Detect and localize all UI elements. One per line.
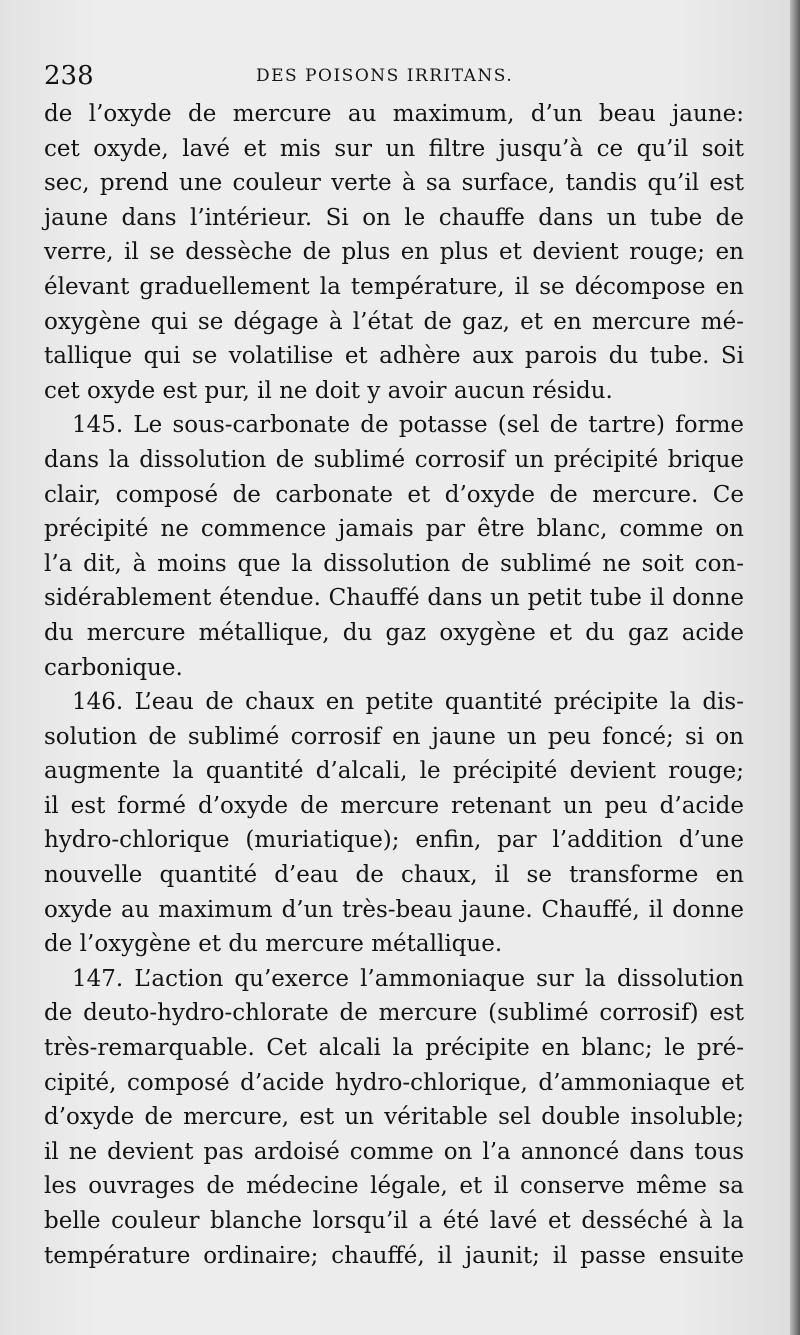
text-line: carbonique. <box>44 654 183 681</box>
text-line: augmente la quantité d’alcali, le précipité devient rouge; <box>44 758 744 785</box>
paragraph-147-start: 147. L’action qu’exerce l’ammoniaque sur la dissolution <box>72 965 744 992</box>
text-line: les ouvrages de médecine légale, et il conserve même sa <box>44 1173 744 1200</box>
running-head: DES POISONS IRRITANS. <box>256 66 514 86</box>
page-number: 238 <box>44 61 94 91</box>
text-line: température ordinaire; chauffé, il jaunit; il passe ensuite <box>44 1242 744 1269</box>
text-line: solution de sublimé corrosif en jaune un peu foncé; si on <box>44 723 744 750</box>
text-line: hydro-chlorique (muriatique); enfin, par l’addition d’une <box>44 827 744 854</box>
text-line: de l’oxygène et du mercure métallique. <box>44 931 503 958</box>
text-line: nouvelle quantité d’eau de chaux, il se transforme en <box>44 862 744 889</box>
text-line: cet oxyde est pur, il ne doit y avoir aucun résidu. <box>44 377 613 404</box>
text-line: d’oxyde de mercure, est un véritable sel double insoluble; <box>44 1104 744 1131</box>
text-line: oxyde au maximum d’un très-beau jaune. Chauffé, il donne <box>44 896 744 923</box>
text-line: cet oxyde, lavé et mis sur un filtre jusqu’à ce qu’il soit <box>44 135 744 162</box>
text-line: très-remarquable. Cet alcali la précipite en blanc; le pré- <box>44 1035 744 1062</box>
text-line: de deuto-hydro-chlorate de mercure (sublimé corrosif) est <box>44 1000 744 1027</box>
text-line: belle couleur blanche lorsqu’il a été lavé et desséché à la <box>44 1208 744 1234</box>
text-line: oxygène qui se dégage à l’état de gaz, et en mercure mé- <box>44 308 744 335</box>
text-line: du mercure métallique, du gaz oxygène et du gaz acide <box>44 619 744 646</box>
text-line: tallique qui se volatilise et adhère aux parois du tube. Si <box>44 343 744 370</box>
text-line: l’a dit, à moins que la dissolution de sublimé ne soit con- <box>44 550 744 577</box>
paragraph-145-start: 145. Le sous-carbonate de potasse (sel de tartre) forme <box>72 412 744 439</box>
text-line: jaune dans l’intérieur. Si on le chauffe dans un tube de <box>44 204 744 231</box>
text-line: clair, composé de carbonate et d’oxyde de mercure. Ce <box>44 481 744 508</box>
text-line: il ne devient pas ardoisé comme on l’a annoncé dans tous <box>44 1138 744 1165</box>
text-line: il est formé d’oxyde de mercure retenant un peu d’acide <box>44 792 744 819</box>
page-edge-shadow <box>790 0 800 1335</box>
text-line: précipité ne commence jamais par être blanc, comme on <box>44 516 744 543</box>
text-line: de l’oxyde de mercure au maximum, d’un beau jaune: <box>44 101 744 127</box>
paragraph-146-start: 146. L’eau de chaux en petite quantité précipite la dis- <box>72 689 744 716</box>
text-line: verre, il se dessèche de plus en plus et devient rouge; en <box>44 239 744 266</box>
text-line: sec, prend une couleur verte à sa surface, tandis qu’il est <box>44 170 744 197</box>
text-line: élevant graduellement la température, il se décompose en <box>44 273 744 300</box>
text-line: dans la dissolution de sublimé corrosif un précipité brique <box>44 446 744 473</box>
body-text <box>44 97 744 1273</box>
text-line: cipité, composé d’acide hydro-chlorique, d’ammoniaque et <box>44 1069 744 1096</box>
page-header <box>44 58 744 94</box>
text-line: sidérablement étendue. Chauffé dans un petit tube il donne <box>44 585 744 612</box>
